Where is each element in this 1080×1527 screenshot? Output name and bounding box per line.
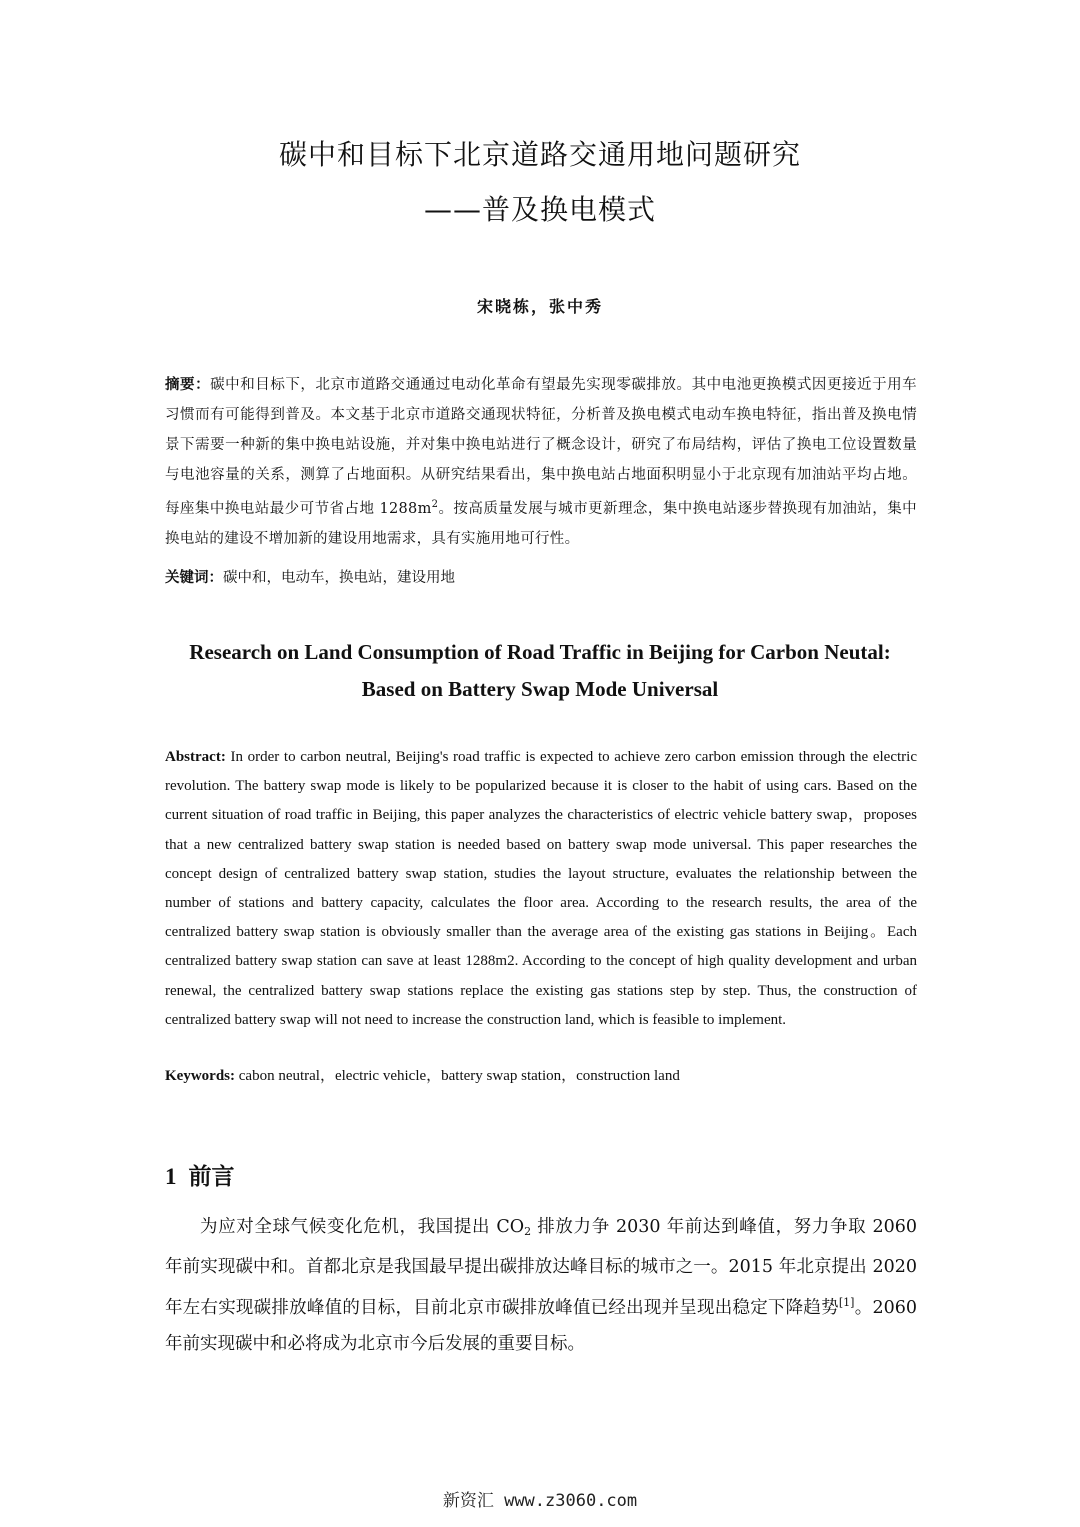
chinese-abstract-text: 碳中和目标下，北京市道路交通通过电动化革命有望最先实现零碳排放。其中电池更换模式因更接近于用车习惯而有可能得到普及。本文基于北京市道路交通现状特征，分析普及换电模式电动车换电特征，指出普及换电情景下需要一种新的集中换电站设施，并对集中换电站进行了概念设计，研究了布局结构，评估了换电工位设置数量与电池容量的关系，测算了占地面积。从研究结果看出，集中换电站占地面积明显小于北京现有加油站平均占地。每座集中换电站最少可节省占地 1288m xyxy=(165,377,917,517)
english-keywords-text: cabon neutral，electric vehicle，battery swap station，construction land xyxy=(235,1068,680,1084)
co2-subscript: 2 xyxy=(524,1225,532,1238)
english-abstract-label: Abstract: xyxy=(165,749,226,765)
chinese-keywords-label: 关键词： xyxy=(165,569,223,586)
chinese-abstract-text-end: 。按高质量发展与城市更新理念，集中换电站逐步替换现有加油站，集中换电站的建设不增加新的建设用地需求，具有实施用地可行性。 xyxy=(165,500,917,547)
section-title: 前言 xyxy=(188,1164,235,1190)
chinese-abstract xyxy=(165,370,917,554)
section-paragraph xyxy=(165,1210,917,1362)
chinese-abstract-label: 摘要： xyxy=(165,376,211,393)
chinese-title-line2: ——普及换电模式 xyxy=(423,193,656,226)
paragraph-text-b: 排放力争 2030 年前达到峰值，努力争取 2060 年前实现碳中和。首都北京是我国最早提出碳排放达峰目标的城市之一。2015 年北京提出 2020 年左右实现碳排放峰值的目标，目前北京市碳排放峰值已经出现并呈现出稳定下降趋势 xyxy=(165,1217,917,1318)
chinese-title-line1: 碳中和目标下北京道路交通用地问题研究 xyxy=(278,138,801,171)
section-heading xyxy=(165,1158,235,1191)
paragraph-text-c: 。2060 年前实现碳中和必将成为北京市今后发展的重要目标。 xyxy=(165,1298,917,1354)
section-number: 1 xyxy=(165,1164,177,1189)
chinese-abstract-superscript: 2 xyxy=(431,499,439,510)
english-title-line2: Based on Battery Swap Mode Universal xyxy=(361,677,719,701)
chinese-keywords-text: 碳中和，电动车，换电站，建设用地 xyxy=(223,570,455,586)
english-title-line1: Research on Land Consumption of Road Traffic in Beijing for Carbon Neutal: xyxy=(189,640,891,664)
english-keywords xyxy=(165,1062,917,1091)
english-abstract-text: In order to carbon neutral, Beijing's road traffic is expected to achieve zero carbon emission through the electric revolution. The battery swap mode is likely to be popularized because it is closer to the habit of using cars. Based on the current situation of road traffic in Beijing, this paper analyzes the characteristics of electric vehicle battery swap，proposes that a new centralized battery swap station is needed based on battery swap mode universal. This paper researches the concept design of centralized battery swap station, studies the layout structure, evaluates the relationship between the number of stations and battery capacity, calculates the floor area. According to the research results, the area of the centralized battery swap station is obviously smaller than the average area of the existing gas stations in Beijing。Each centralized battery swap station can save at least 1288m2. According to the concept of high quality development and urban renewal, the centralized battery swap stations replace the existing gas stations step by step. Thus, the construction of centralized battery swap will not need to increase the construction land, which is feasible to implement. xyxy=(165,749,917,1028)
chinese-keywords xyxy=(165,563,917,593)
citation-reference[interactable]: [1] xyxy=(838,1296,855,1309)
authors: 宋晓栋，张中秀 xyxy=(476,297,603,316)
paragraph-text-a: 为应对全球气候变化危机，我国提出 CO xyxy=(200,1217,525,1237)
footer-watermark: 新资汇 www.z3060.com xyxy=(442,1491,638,1511)
english-keywords-label: Keywords: xyxy=(165,1068,235,1084)
english-abstract xyxy=(165,743,917,1035)
